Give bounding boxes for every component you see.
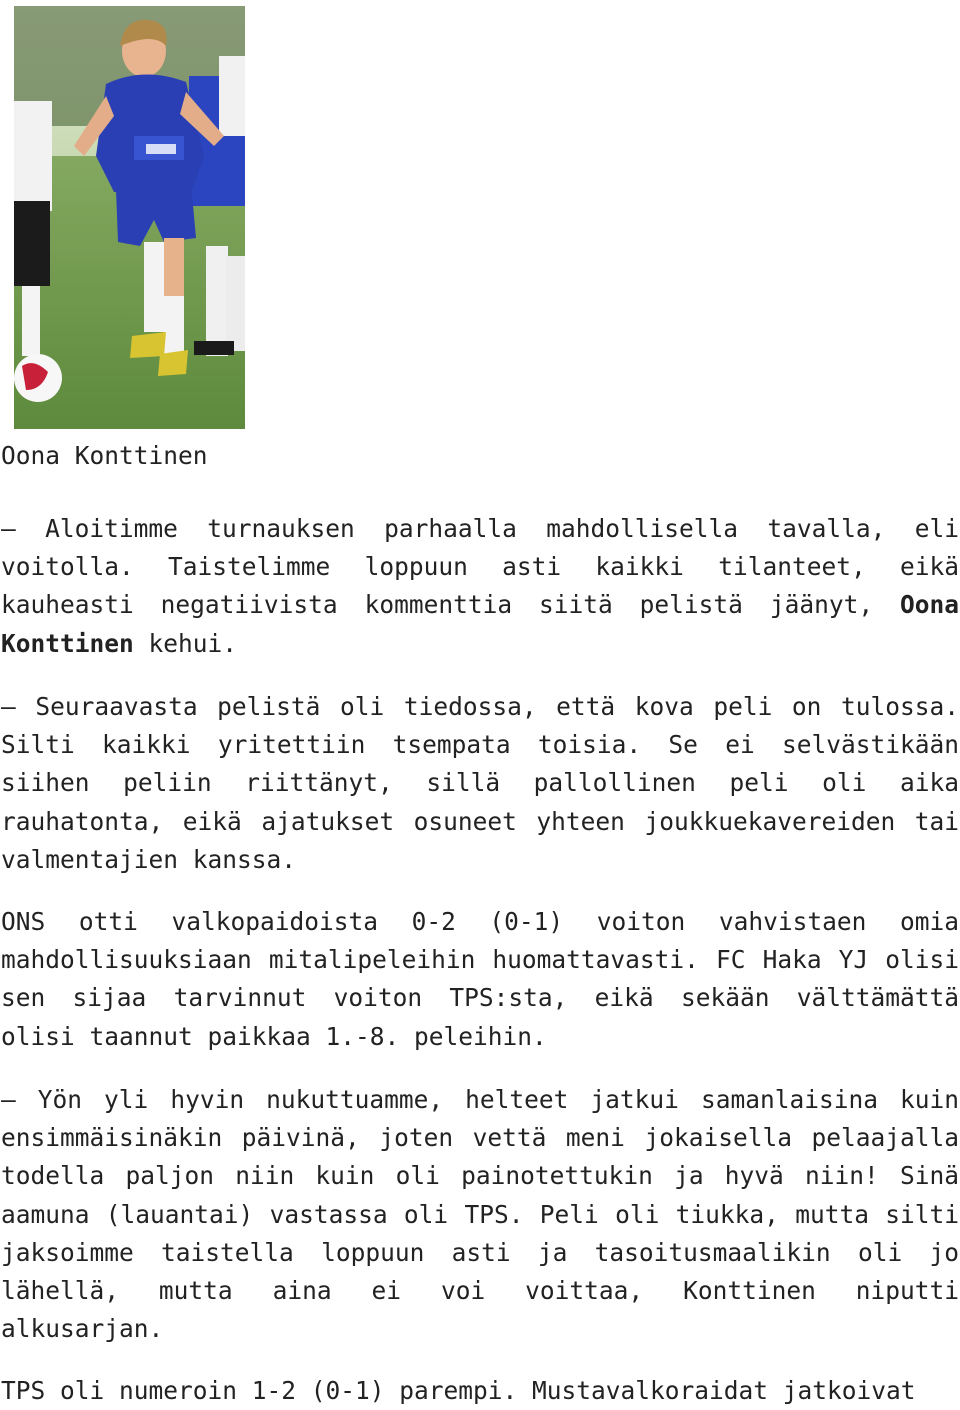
paragraph-4: — Yön yli hyvin nukuttuamme, helteet jatkui samanlaisina kuin ensimmäisinäkin päivinä, joten vettä meni jokaisella pelaajalla todella paljon niin kuin oli painotettukin ja hyvä niin! Sinä aamuna (lauantai) vastassa oli TPS. Peli oli tiukka, mutta silti jaksoimme taistella loppuun asti ja tasoitusmaalikin oli jo lähellä, mutta aina ei voi voittaa, Konttinen niputti alkusarjan. [1, 1085, 959, 1344]
paragraph-1-bold-name: Oona Konttinen [1, 590, 959, 658]
paragraph-1 [1, 510, 959, 663]
player-photo-illustration [14, 6, 245, 429]
photo-caption: Oona Konttinen [1, 441, 208, 470]
paragraph-1-text-before: — Aloitimme turnauksen parhaalla mahdollisella tavalla, eli voitolla. Taistelimme loppuun asti kaikki tilanteet, eikä kauheasti negatiivista kommenttia siitä pelistä jäänyt, [1, 514, 959, 620]
article-photo [14, 6, 245, 429]
paragraph-5: TPS oli numeroin 1-2 (0-1) parempi. Mustavalkoraidat jatkoivat [1, 1376, 916, 1405]
paragraph-3: ONS otti valkopaidoista 0-2 (0-1) voiton vahvistaen omia mahdollisuuksiaan mitalipeleihin huomattavasti. FC Haka YJ olisi sen sijaa tarvinnut voiton TPS:sta, eikä sekään välttämättä olisi taannut paikkaa 1.-8. peleihin. [1, 907, 959, 1051]
paragraph-1-text-after: kehui. [133, 628, 238, 658]
paragraph-2: — Seuraavasta pelistä oli tiedossa, että kova peli on tulossa. Silti kaikki yritettiin tsempata toisia. Se ei selvästikään siihen peliin riittänyt, sillä pallollinen peli oli aika rauhatonta, eikä ajatukset osuneet yhteen joukkuekavereiden tai valmentajien kanssa. [1, 692, 959, 874]
